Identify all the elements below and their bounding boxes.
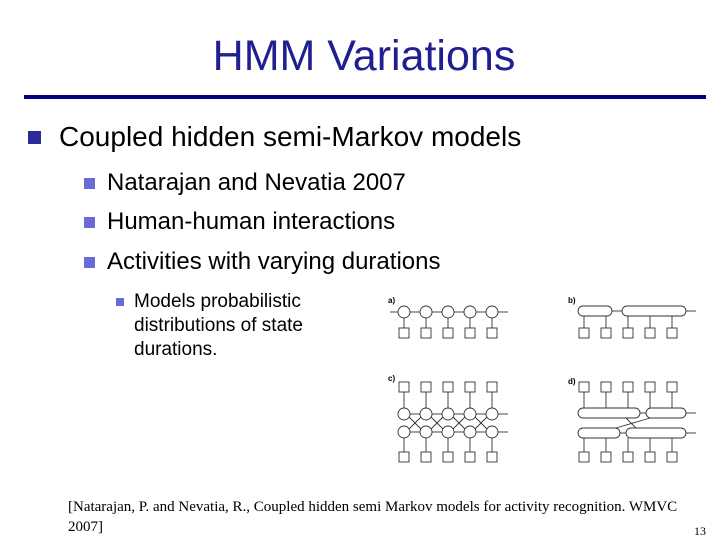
- bullet-main-text: Coupled hidden semi-Markov models: [59, 121, 522, 152]
- bullet-subsub-text: Models probabilistic distributions of state durations.: [134, 291, 303, 360]
- diagram-a: [386, 294, 526, 352]
- diagram-d-label: d): [568, 377, 576, 386]
- diagram-c-label: c): [388, 374, 396, 383]
- bullet-sub-1: [84, 168, 406, 198]
- square-bullet-icon: [84, 257, 95, 268]
- bullet-sub-2: [84, 207, 395, 237]
- page-number: 13: [694, 524, 706, 538]
- bullet-sub-text: Natarajan and Nevatia 2007: [107, 169, 406, 196]
- bullet-main: [28, 120, 521, 154]
- diagram-c: [386, 372, 526, 468]
- diagram-a-label: a): [388, 296, 396, 305]
- title-divider: [24, 95, 706, 99]
- diagram-b-label: b): [568, 296, 576, 305]
- citation: [Natarajan, P. and Nevatia, R., Coupled hidden semi Markov models for activity recognition. WMVC 2007]: [68, 499, 678, 535]
- diagram-d: [566, 372, 706, 468]
- square-bullet-icon: [28, 131, 41, 144]
- square-bullet-icon: [116, 298, 124, 306]
- slide-title: HMM Variations: [212, 32, 516, 80]
- diagram-b: [566, 294, 706, 352]
- bullet-sub-text: Human-human interactions: [107, 208, 396, 235]
- bullet-sub-text: Activities with varying durations: [107, 248, 441, 275]
- square-bullet-icon: [84, 217, 95, 228]
- square-bullet-icon: [84, 178, 95, 189]
- bullet-subsub: [116, 290, 356, 362]
- bullet-sub-3: [84, 247, 440, 277]
